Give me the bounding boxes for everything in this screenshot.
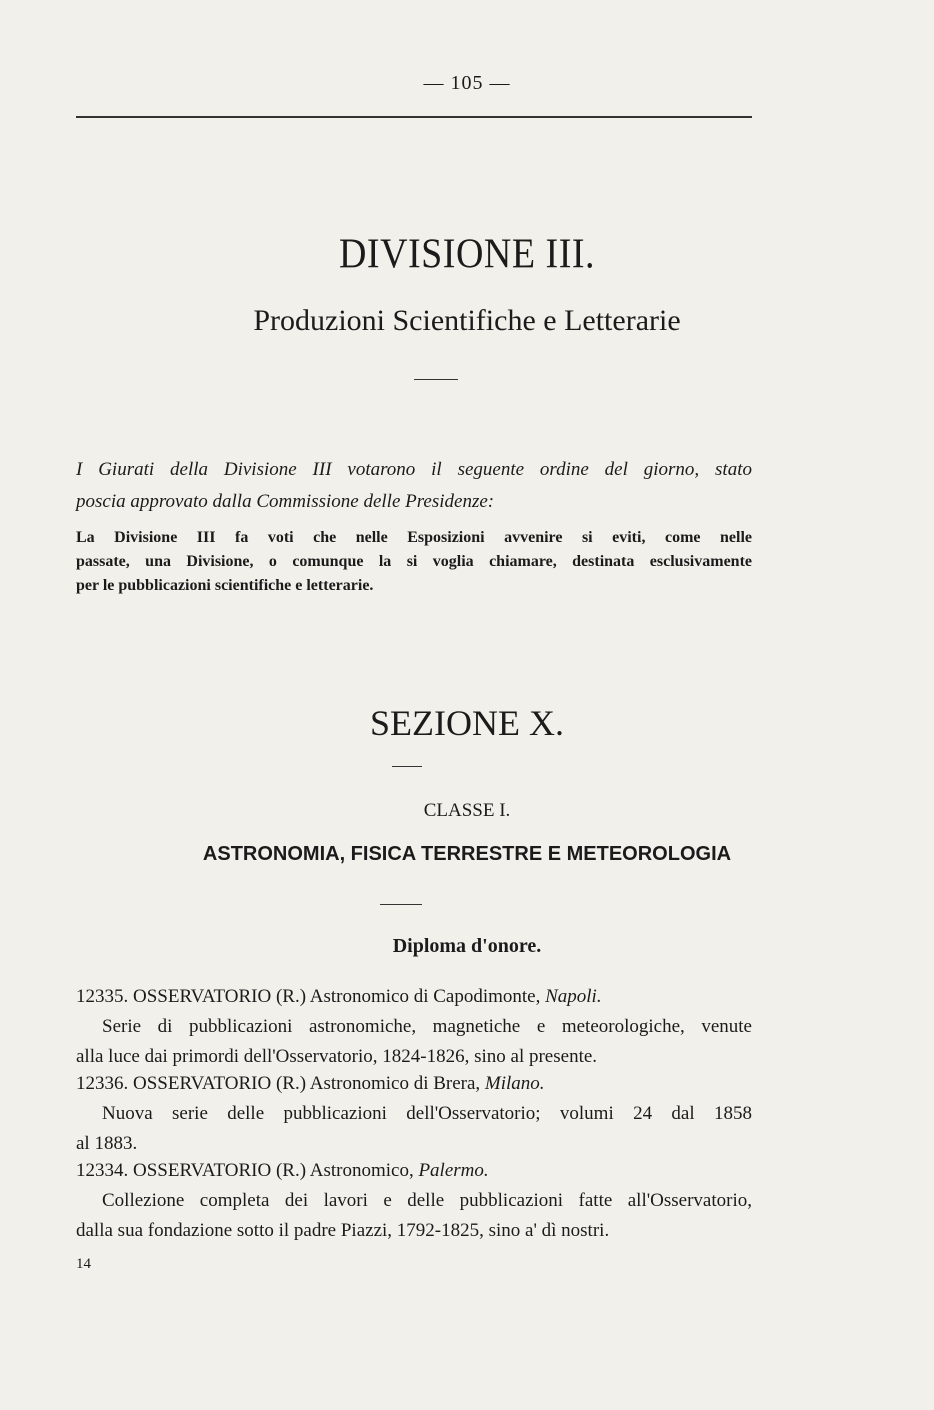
printer-signature: 14 [76, 1256, 91, 1272]
section-rule [392, 766, 422, 767]
resolution-line-3: per le pubblicazioni scientifiche e letterarie. [76, 577, 374, 594]
class-title: CLASSE I. [423, 800, 511, 821]
entry-number: 12336. [76, 1073, 129, 1094]
resolution-line-2: passate, una Divisione, o comunque la si voglia chiamare, destinata esclusivamente [76, 553, 752, 570]
entry-12336 [76, 1069, 752, 1159]
entry-description-line-1: Collezione completa dei lavori e delle pubblicazioni fatte all'Osservatorio, [102, 1190, 752, 1211]
entry-name: OSSERVATORIO (R.) Astronomico, [133, 1160, 414, 1181]
category-title: ASTRONOMIA, FISICA TERRESTRE E METEOROLOGIA [202, 843, 732, 865]
resolution-line-1: La Divisione III fa voti che nelle Esposizioni avvenire si eviti, come nelle [76, 529, 752, 546]
entry-description-line-1: Serie di pubblicazioni astronomiche, magnetiche e meteorologiche, venute [102, 1016, 752, 1037]
entry-number: 12334. [76, 1160, 129, 1181]
entry-name: OSSERVATORIO (R.) Astronomico di Brera, [133, 1073, 481, 1094]
entry-number: 12335. [76, 986, 129, 1007]
intro-line-2: poscia approvato dalla Commissione delle Presidenze: [76, 491, 495, 512]
entry-12334 [76, 1156, 752, 1246]
entry-description [76, 1012, 752, 1042]
entry-place: Napoli. [545, 986, 602, 1007]
entry-heading [76, 1156, 752, 1186]
division-title: DIVISIONE III. [338, 230, 596, 278]
category-rule [380, 904, 422, 905]
entry-place: Milano. [484, 1073, 545, 1094]
award-title: Diploma d'onore. [392, 935, 542, 957]
entry-name: OSSERVATORIO (R.) Astronomico di Capodimonte, [133, 986, 541, 1007]
intro-line-1: I Giurati della Divisione III votarono il seguente ordine del giorno, stato [76, 459, 752, 480]
header-rule [76, 116, 752, 118]
entry-heading [76, 982, 752, 1012]
section-title: SEZIONE X. [370, 703, 564, 743]
entry-description-line-2: alla luce dai primordi dell'Osservatorio, 1824-1826, sino al presente. [76, 1046, 598, 1067]
entry-description [76, 1186, 752, 1216]
division-subtitle: Produzioni Scientifiche e Letterarie [253, 304, 681, 337]
divider-rule [414, 379, 458, 380]
entry-description-line-2: dalla sua fondazione sotto il padre Piazzi, 1792-1825, sino a' dì nostri. [76, 1220, 610, 1241]
entry-description-line-2: al 1883. [76, 1133, 138, 1154]
page-number: — 105 — [423, 72, 511, 94]
resolution-text [76, 526, 752, 598]
entry-place: Palermo. [418, 1160, 489, 1181]
entry-heading [76, 1069, 752, 1099]
entry-description [76, 1099, 752, 1129]
entry-description-line-1: Nuova serie delle pubblicazioni dell'Osservatorio; volumi 24 dal 1858 [102, 1103, 752, 1124]
entry-12335 [76, 982, 752, 1072]
